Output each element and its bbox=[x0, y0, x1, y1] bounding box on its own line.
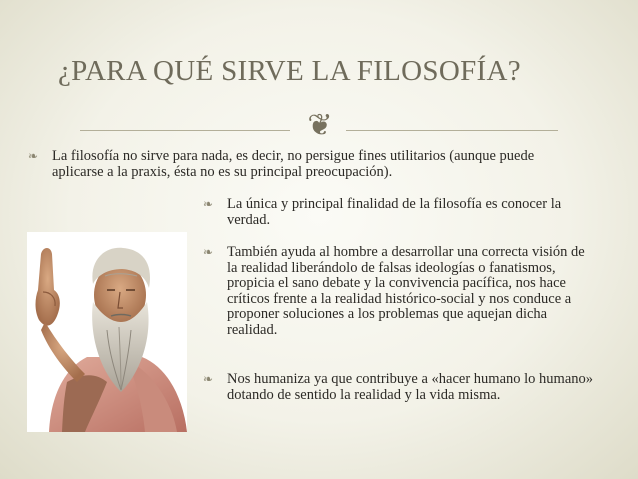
flourish-bullet-icon: ❧ bbox=[203, 372, 214, 386]
bullet-item bbox=[203, 372, 593, 403]
flourish-ornament-icon: ❦ bbox=[307, 108, 333, 143]
title-divider-left bbox=[80, 130, 290, 131]
bullet-text: También ayuda al hombre a desarrollar una correcta visión de la realidad liberándolo de falsas ideologías o fanatismos, propicia el sano debate y la convivencia pacífica, nos hace críticos frente a la realidad histórico-social y nos conduce a proponer soluciones a los problemas que aquejan dicha realidad. bbox=[227, 244, 585, 338]
title-divider-right bbox=[346, 130, 558, 131]
philosopher-portrait-image bbox=[27, 232, 187, 432]
slide-title: ¿PARA QUÉ SIRVE LA FILOSOFÍA? bbox=[58, 55, 521, 87]
bullet-text: Nos humaniza ya que contribuye a «hacer humano lo humano» dotando de sentido la realidad y la vida misma. bbox=[227, 371, 594, 403]
bullet-item bbox=[28, 149, 588, 180]
bullet-text: La filosofía no sirve para nada, es decir, no persigue fines utilitarios (aunque puede aplicarse a la praxis, ésta no es su principal preocupación). bbox=[52, 148, 535, 180]
bullet-item bbox=[203, 197, 593, 228]
bullet-item bbox=[203, 245, 593, 338]
philosopher-portrait-icon bbox=[27, 232, 187, 432]
flourish-bullet-icon: ❧ bbox=[203, 197, 214, 211]
bullet-text: La única y principal finalidad de la filosofía es conocer la verdad. bbox=[227, 196, 562, 228]
flourish-bullet-icon: ❧ bbox=[28, 149, 39, 163]
flourish-bullet-icon: ❧ bbox=[203, 245, 214, 259]
